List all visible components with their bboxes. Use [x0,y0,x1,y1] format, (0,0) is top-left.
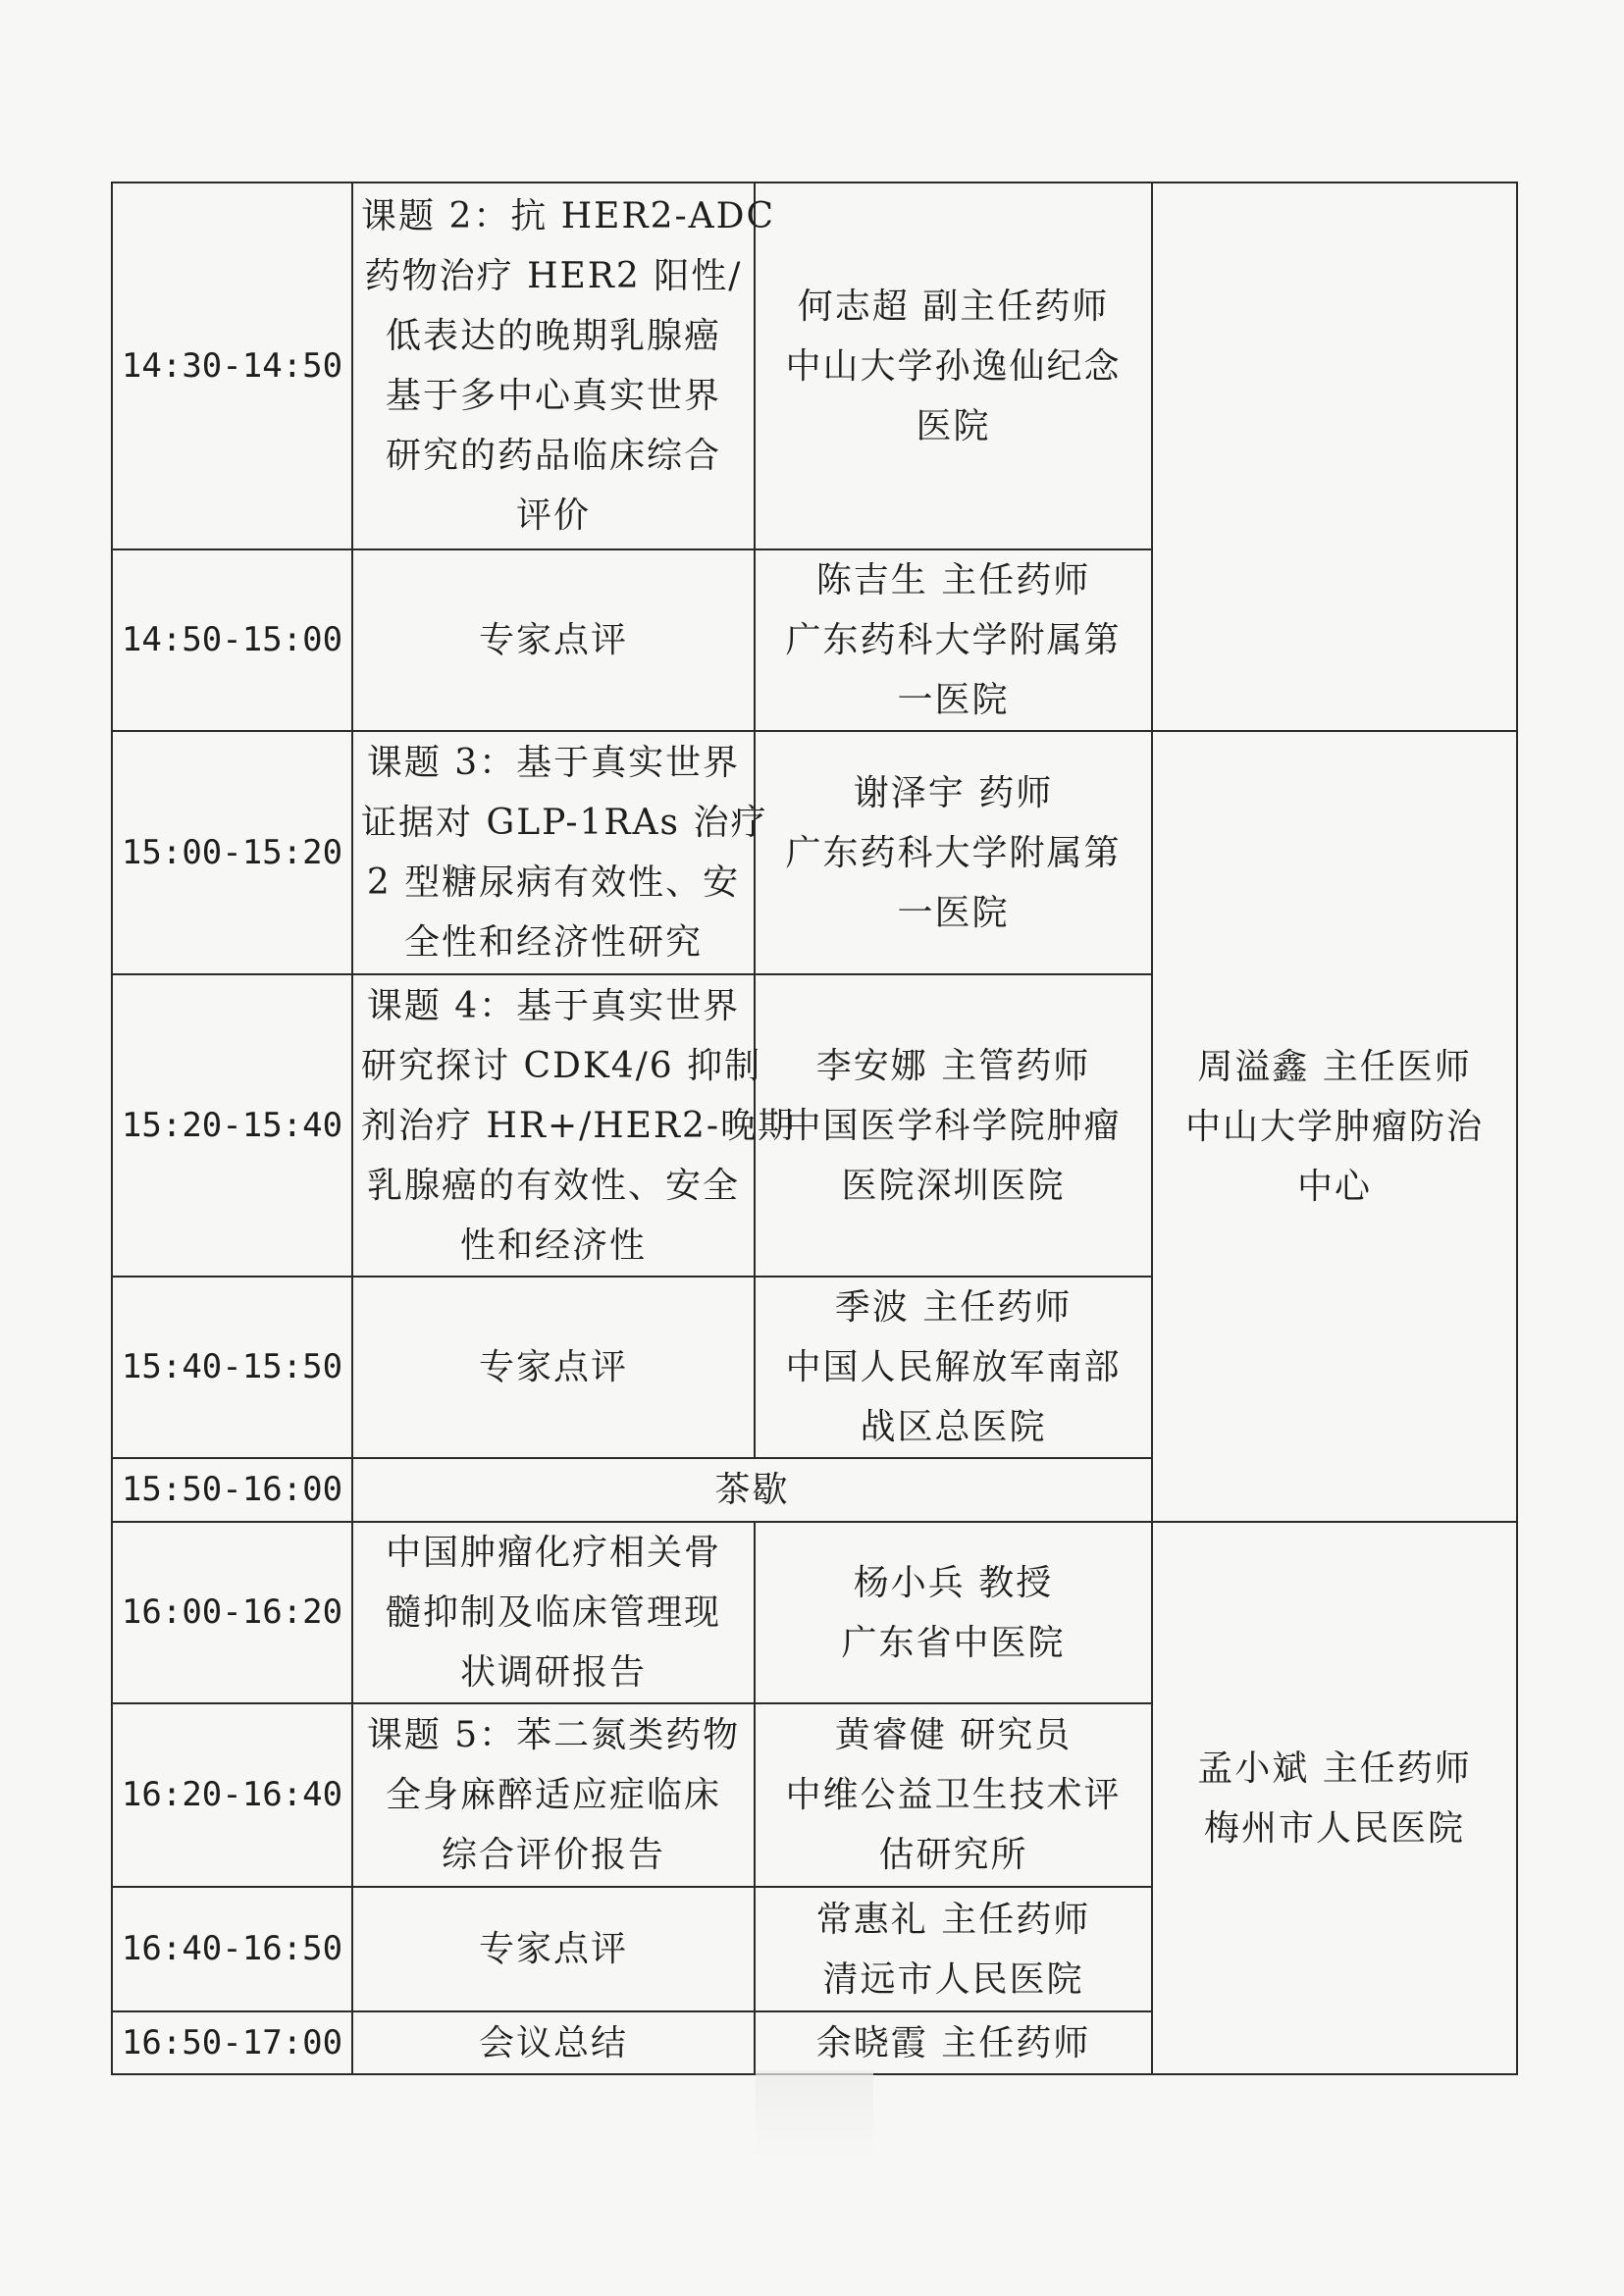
agenda-row [112,1522,1517,1703]
moderator-cell: 周溢鑫 主任医师 中山大学肿瘤防治 中心 [1152,731,1517,1522]
topic-cell: 专家点评 [352,1887,755,2011]
scan-artifact [756,2070,873,2159]
topic-cell: 中国肿瘤化疗相关骨 髓抑制及临床管理现 状调研报告 [352,1522,755,1703]
speaker-cell: 谢泽宇 药师 广东药科大学附属第 一医院 [755,731,1152,974]
break-cell: 茶歇 [352,1458,1152,1522]
time-cell: 15:40-15:50 [112,1277,352,1458]
time-cell: 16:00-16:20 [112,1522,352,1703]
speaker-cell: 何志超 副主任药师 中山大学孙逸仙纪念 医院 [755,183,1152,549]
moderator-cell [1152,183,1517,731]
topic-cell: 课题 3：基于真实世界 证据对 GLP-1RAs 治疗 2 型糖尿病有效性、安 全性和经济性研究 [352,731,755,974]
time-cell: 16:40-16:50 [112,1887,352,2011]
speaker-cell: 常惠礼 主任药师 清远市人民医院 [755,1887,1152,2011]
agenda-table [111,182,1518,2075]
agenda-row [112,183,1517,549]
speaker-cell: 余晓霞 主任药师 [755,2011,1152,2074]
time-cell: 15:00-15:20 [112,731,352,974]
topic-cell: 课题 5：苯二氮类药物 全身麻醉适应症临床 综合评价报告 [352,1703,755,1887]
speaker-cell: 陈吉生 主任药师 广东药科大学附属第 一医院 [755,549,1152,731]
time-cell: 14:50-15:00 [112,549,352,731]
time-cell: 16:20-16:40 [112,1703,352,1887]
time-cell: 15:20-15:40 [112,974,352,1277]
topic-cell: 专家点评 [352,549,755,731]
agenda-row [112,731,1517,974]
topic-cell: 专家点评 [352,1277,755,1458]
time-cell: 14:30-14:50 [112,183,352,549]
topic-cell: 课题 4：基于真实世界 研究探讨 CDK4/6 抑制 剂治疗 HR+/HER2-晚期 乳腺癌的有效性、安全 性和经济性 [352,974,755,1277]
topic-cell: 课题 2：抗 HER2-ADC 药物治疗 HER2 阳性/ 低表达的晚期乳腺癌 基于多中心真实世界 研究的药品临床综合 评价 [352,183,755,549]
topic-cell: 会议总结 [352,2011,755,2074]
time-cell: 16:50-17:00 [112,2011,352,2074]
speaker-cell: 黄睿健 研究员 中维公益卫生技术评 估研究所 [755,1703,1152,1887]
speaker-cell: 李安娜 主管药师 中国医学科学院肿瘤 医院深圳医院 [755,974,1152,1277]
time-cell: 15:50-16:00 [112,1458,352,1522]
speaker-cell: 季波 主任药师 中国人民解放军南部 战区总医院 [755,1277,1152,1458]
speaker-cell: 杨小兵 教授 广东省中医院 [755,1522,1152,1703]
moderator-cell: 孟小斌 主任药师 梅州市人民医院 [1152,1522,1517,2074]
